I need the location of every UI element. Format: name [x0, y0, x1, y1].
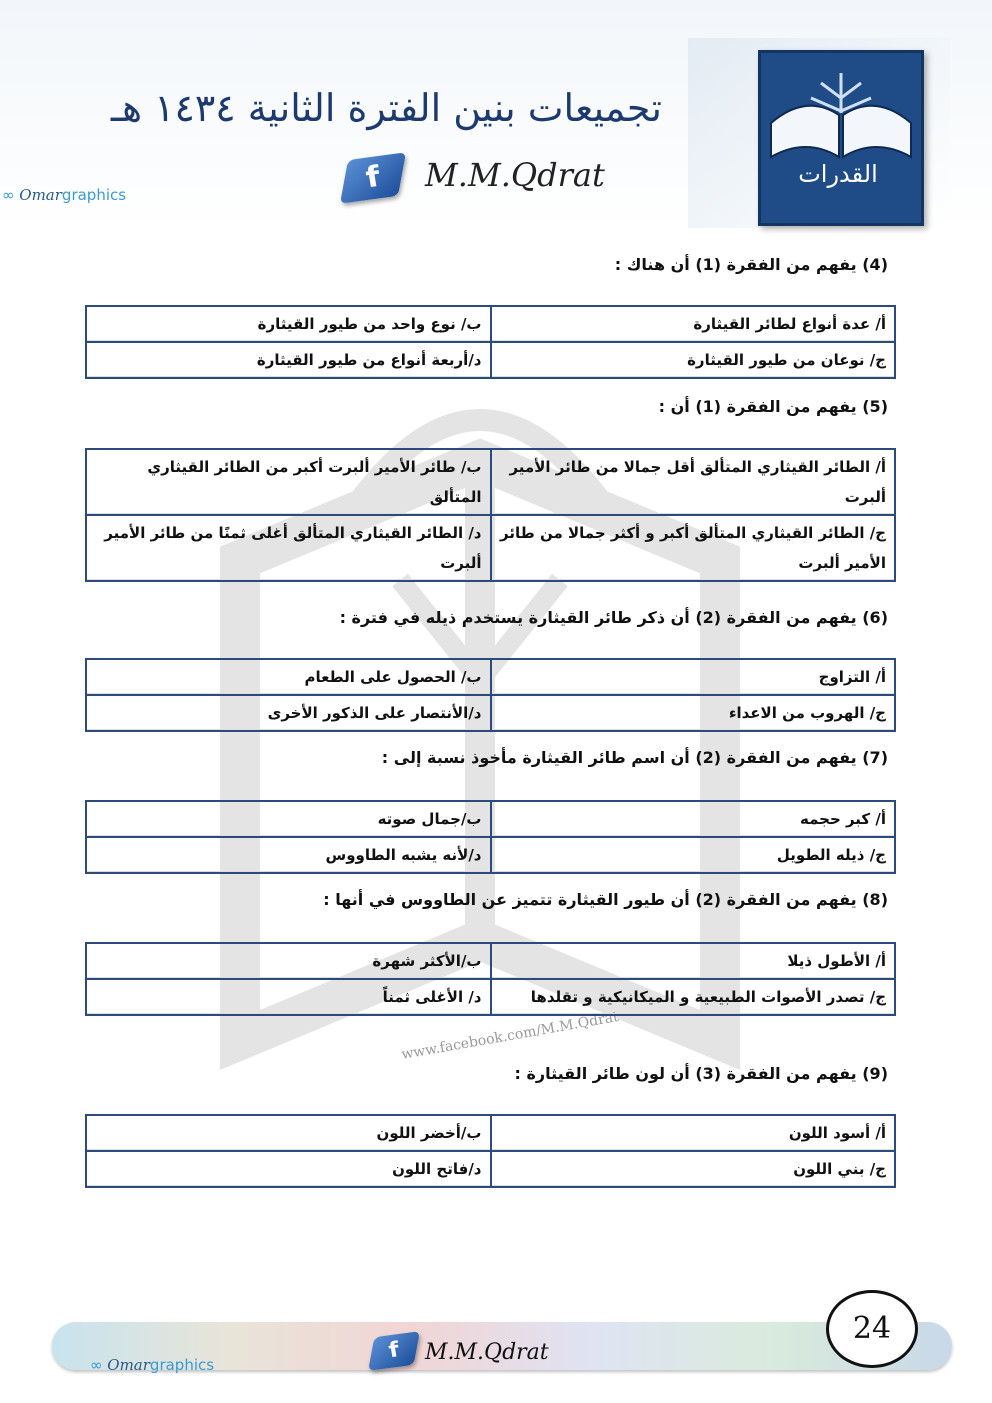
option-d[interactable]: د/أربعة أنواع من طيور القيثارة [86, 342, 491, 378]
logo-panel [758, 50, 924, 226]
table-row [86, 801, 895, 837]
omar-logo-icon: ∞ [90, 1356, 103, 1374]
omar-suffix: graphics [149, 1356, 215, 1374]
option-d[interactable]: د/الأنتصار على الذكور الأخرى [86, 695, 491, 731]
options-table-q7 [85, 800, 896, 874]
option-d[interactable]: د/لأنه يشبه الطاووس [86, 837, 491, 873]
question-8: (8) يفهم من الفقرة (2) أن طيور القيثارة تتميز عن الطاووس في أنها : [323, 890, 888, 909]
logo-text: القدرات [798, 160, 878, 188]
table-row [86, 1151, 895, 1187]
option-c[interactable]: ج/ نوعان من طيور القيثارة [491, 342, 896, 378]
options-table-q5 [85, 448, 896, 582]
omar-suffix: graphics [61, 186, 127, 204]
open-book-icon [761, 53, 921, 163]
option-a[interactable]: أ/ الطائر القيثاري المتألق أقل جمالا من طائر الأمير ألبرت [491, 449, 896, 515]
options-table-q8 [85, 942, 896, 1016]
option-a[interactable]: أ/ الأطول ذيلا [491, 943, 896, 979]
question-9: (9) يفهم من الفقرة (3) أن لون طائر القيثارة : [514, 1064, 888, 1083]
table-row [86, 1115, 895, 1151]
option-b[interactable]: ب/ طائر الأمير ألبرت أكبر من الطائر القيثاري المتألق [86, 449, 491, 515]
option-a[interactable]: أ/ أسود اللون [491, 1115, 896, 1151]
table-row [86, 342, 895, 378]
option-c[interactable]: ج/ الطائر القيثاري المتألق أكبر و أكثر جمالا من طائر الأمير ألبرت [491, 515, 896, 581]
question-7: (7) يفهم من الفقرة (2) أن اسم طائر القيثارة مأخوذ نسبة إلى : [381, 748, 888, 767]
omar-graphics-logo [90, 1356, 214, 1374]
option-c[interactable]: ج/ تصدر الأصوات الطبيعية و الميكانيكية و تقلدها [491, 979, 896, 1015]
option-d[interactable]: د/فاتح اللون [86, 1151, 491, 1187]
option-b[interactable]: ب/الأكثر شهرة [86, 943, 491, 979]
omar-graphics-logo [2, 186, 126, 204]
option-d[interactable]: د/ الطائر القيثاري المتألق أغلى ثمنًا من طائر الأمير ألبرت [86, 515, 491, 581]
option-c[interactable]: ج/ ذيله الطويل [491, 837, 896, 873]
option-b[interactable]: ب/أخضر اللون [86, 1115, 491, 1151]
footer-brand-name: M.M.Qdrat [425, 1340, 549, 1365]
table-row [86, 306, 895, 342]
page-title: تجميعات بنين الفترة الثانية ١٤٣٤ هـ [110, 86, 662, 130]
options-table-q9 [85, 1114, 896, 1188]
watermark-url: www.facebook.com/M.M.Qdrat [400, 1009, 620, 1063]
table-row [86, 515, 895, 581]
question-5: (5) يفهم من الفقرة (1) أن : [658, 397, 888, 416]
table-row [86, 659, 895, 695]
option-c[interactable]: ج/ الهروب من الاعداء [491, 695, 896, 731]
option-a[interactable]: أ/ عدة أنواع لطائر القيثارة [491, 306, 896, 342]
options-table-q4 [85, 305, 896, 379]
facebook-icon: f [340, 152, 406, 203]
option-c[interactable]: ج/ بني اللون [491, 1151, 896, 1187]
brand-name: M.M.Qdrat [425, 156, 605, 194]
table-row [86, 979, 895, 1015]
question-4: (4) يفهم من الفقرة (1) أن هناك : [614, 255, 888, 274]
option-d[interactable]: د/ الأغلى ثمناً [86, 979, 491, 1015]
page-number: 24 [826, 1290, 918, 1368]
omar-prefix: Omar [19, 186, 62, 204]
table-row [86, 449, 895, 515]
option-b[interactable]: ب/جمال صوته [86, 801, 491, 837]
question-6: (6) يفهم من الفقرة (2) أن ذكر طائر القيثارة يستخدم ذيله في فترة : [339, 608, 888, 627]
option-a[interactable]: أ/ كبر حجمه [491, 801, 896, 837]
facebook-icon: f [368, 1331, 420, 1371]
options-table-q6 [85, 658, 896, 732]
omar-prefix: Omar [107, 1356, 150, 1374]
table-row [86, 943, 895, 979]
option-a[interactable]: أ/ التزاوج [491, 659, 896, 695]
option-b[interactable]: ب/ الحصول على الطعام [86, 659, 491, 695]
brand-row [335, 150, 685, 206]
table-row [86, 837, 895, 873]
book-logo [688, 30, 950, 230]
option-b[interactable]: ب/ نوع واحد من طيور القيثارة [86, 306, 491, 342]
omar-logo-icon: ∞ [2, 186, 15, 204]
table-row [86, 695, 895, 731]
